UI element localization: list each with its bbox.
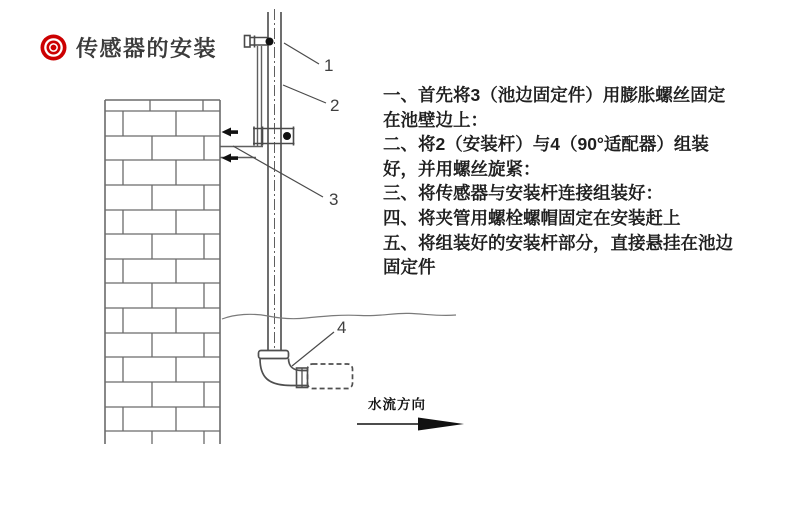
instruction-line-8: 固定件 (383, 257, 436, 278)
leader-2 (283, 85, 326, 103)
anchor-bolts (222, 128, 239, 163)
instruction-line-6: 四、将夹管用螺栓螺帽固定在安装赶上 (383, 207, 681, 228)
instruction-line-2: 在池壁边上： (383, 109, 488, 130)
instruction-line-7: 五、将组装好的安装杆部分，直接悬挂在池边 (383, 232, 733, 253)
clamp-bolt (266, 38, 274, 46)
flow-direction-label: 水流方向 (368, 397, 426, 412)
part-label-1: 1 (324, 56, 334, 75)
anchor-bolt-bottom (222, 154, 232, 163)
instruction-line-4: 好，并用螺丝旋紧： (383, 158, 541, 179)
anchor-bolt-top (222, 128, 232, 137)
hanger-rod (258, 46, 262, 147)
wall-joints (123, 100, 204, 444)
mounting-pole (268, 9, 281, 355)
part-label-2: 2 (330, 96, 340, 115)
instruction-line-5: 三、将传感器与安装杆连接组装好： (383, 183, 663, 204)
wall-outline (105, 100, 220, 444)
top-pipe-clamp (245, 36, 274, 48)
wall-courses (105, 111, 220, 431)
page-title-text: 传感器的安装 (76, 36, 218, 61)
part-callouts (233, 43, 334, 366)
sensor-housing (308, 364, 353, 389)
lower-pipe-clamp (253, 127, 295, 146)
brick-wall (105, 100, 220, 444)
flow-arrow-head (418, 418, 464, 431)
instruction-line-3: 二、将2（安装杆）与4（90°适配器）组装 (383, 134, 709, 155)
instructions (383, 83, 785, 280)
clamp-bolt (283, 132, 291, 140)
flow-direction (357, 396, 464, 431)
leader-1 (284, 43, 319, 64)
instruction-line-1: 一、首先将3（池边固定件）用膨胀螺丝固定 (383, 85, 726, 105)
leader-3 (233, 146, 323, 197)
part-label-3: 3 (329, 190, 339, 209)
part-label-4: 4 (337, 318, 347, 337)
leader-4 (292, 332, 334, 366)
